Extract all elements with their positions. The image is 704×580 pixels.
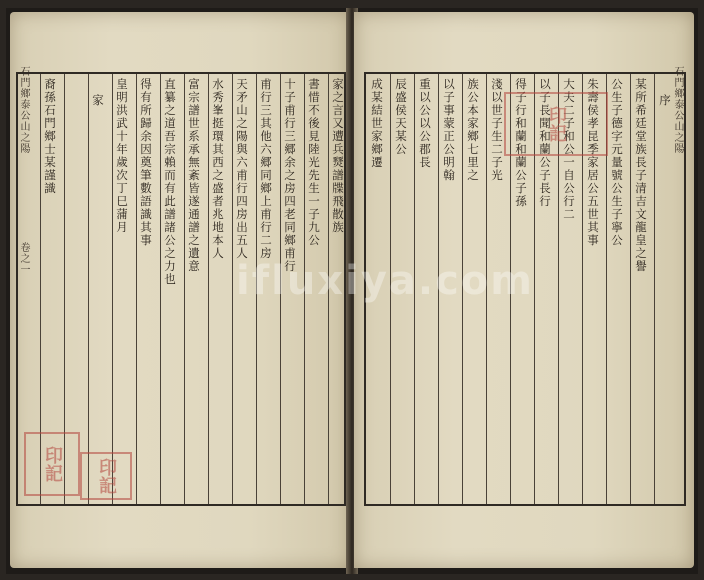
left-page-label: 家 [91, 94, 105, 107]
left-column-1: 得有所歸余因奠筆數語識其事 [139, 78, 153, 247]
left-red-seal-2: 印記 [80, 452, 132, 500]
right-column-0: 某所希廷堂族長子清吉文龍皇之譽 [634, 78, 648, 273]
right-column-7: 族公本家鄉七里之 [466, 78, 480, 182]
left-column-6: 甫行三其他六郷同鄉上甫行二房 [259, 78, 273, 260]
left-red-seal: 印記 [24, 432, 80, 496]
left-margin-subheader: 卷之一 [18, 242, 29, 275]
left-column-8: 書惜不後見陸光先生一子九公 [307, 78, 321, 247]
right-column-8: 以子事蒙正公明翰 [442, 78, 456, 182]
right-page-label: 序 [658, 94, 672, 107]
left-column-4: 水秀峯挺環其西之盛者兆地本人 [211, 78, 225, 260]
right-column-3: 大夫二子和公一自公行二 [562, 78, 576, 221]
left-column-9: 家之言又遭兵燹譜牒飛散族 [331, 78, 345, 234]
right-column-2: 朱壽侯孝昆季家居公五世其事 [586, 78, 600, 247]
right-column-6: 淺以世子生二子光 [490, 78, 504, 182]
right-column-9: 重以公以公郡長 [418, 78, 432, 169]
left-column-5: 天矛山之陽與六甫行四房出五人 [235, 78, 249, 260]
left-date-line: 皇明洪武十年歲次丁巳蒲月 [115, 78, 129, 234]
watermark-text: ifluxiya.com [236, 258, 534, 304]
right-column-1: 公生子德字元量號公生子寧公 [610, 78, 624, 247]
right-column-10: 辰盛侯天某公 [394, 78, 408, 156]
left-column-2: 直纂之道吾宗賴而有此譜諸公之力也 [163, 78, 177, 286]
right-red-seal: 印記 [504, 92, 608, 156]
right-column-11: 成某結世家鄉遷 [370, 78, 384, 169]
right-column-5: 得子行和蘭和蘭公子孫 [514, 78, 528, 208]
left-signature: 裔孫石門鄉士某謹識 [43, 78, 57, 195]
left-margin-header: 石門鄉泰公山之陽 [18, 66, 29, 154]
left-column-7: 十子甫行三郷余之房四老同鄉甫行 [283, 78, 297, 273]
right-column-4: 以子長聞和蘭公子長行 [538, 78, 552, 208]
open-book [6, 8, 698, 574]
left-column-3: 富宗譜世系承無紊皆遂通譜之遺意 [187, 78, 201, 273]
right-margin-header: 石門鄉泰公山之陽 [672, 66, 683, 154]
